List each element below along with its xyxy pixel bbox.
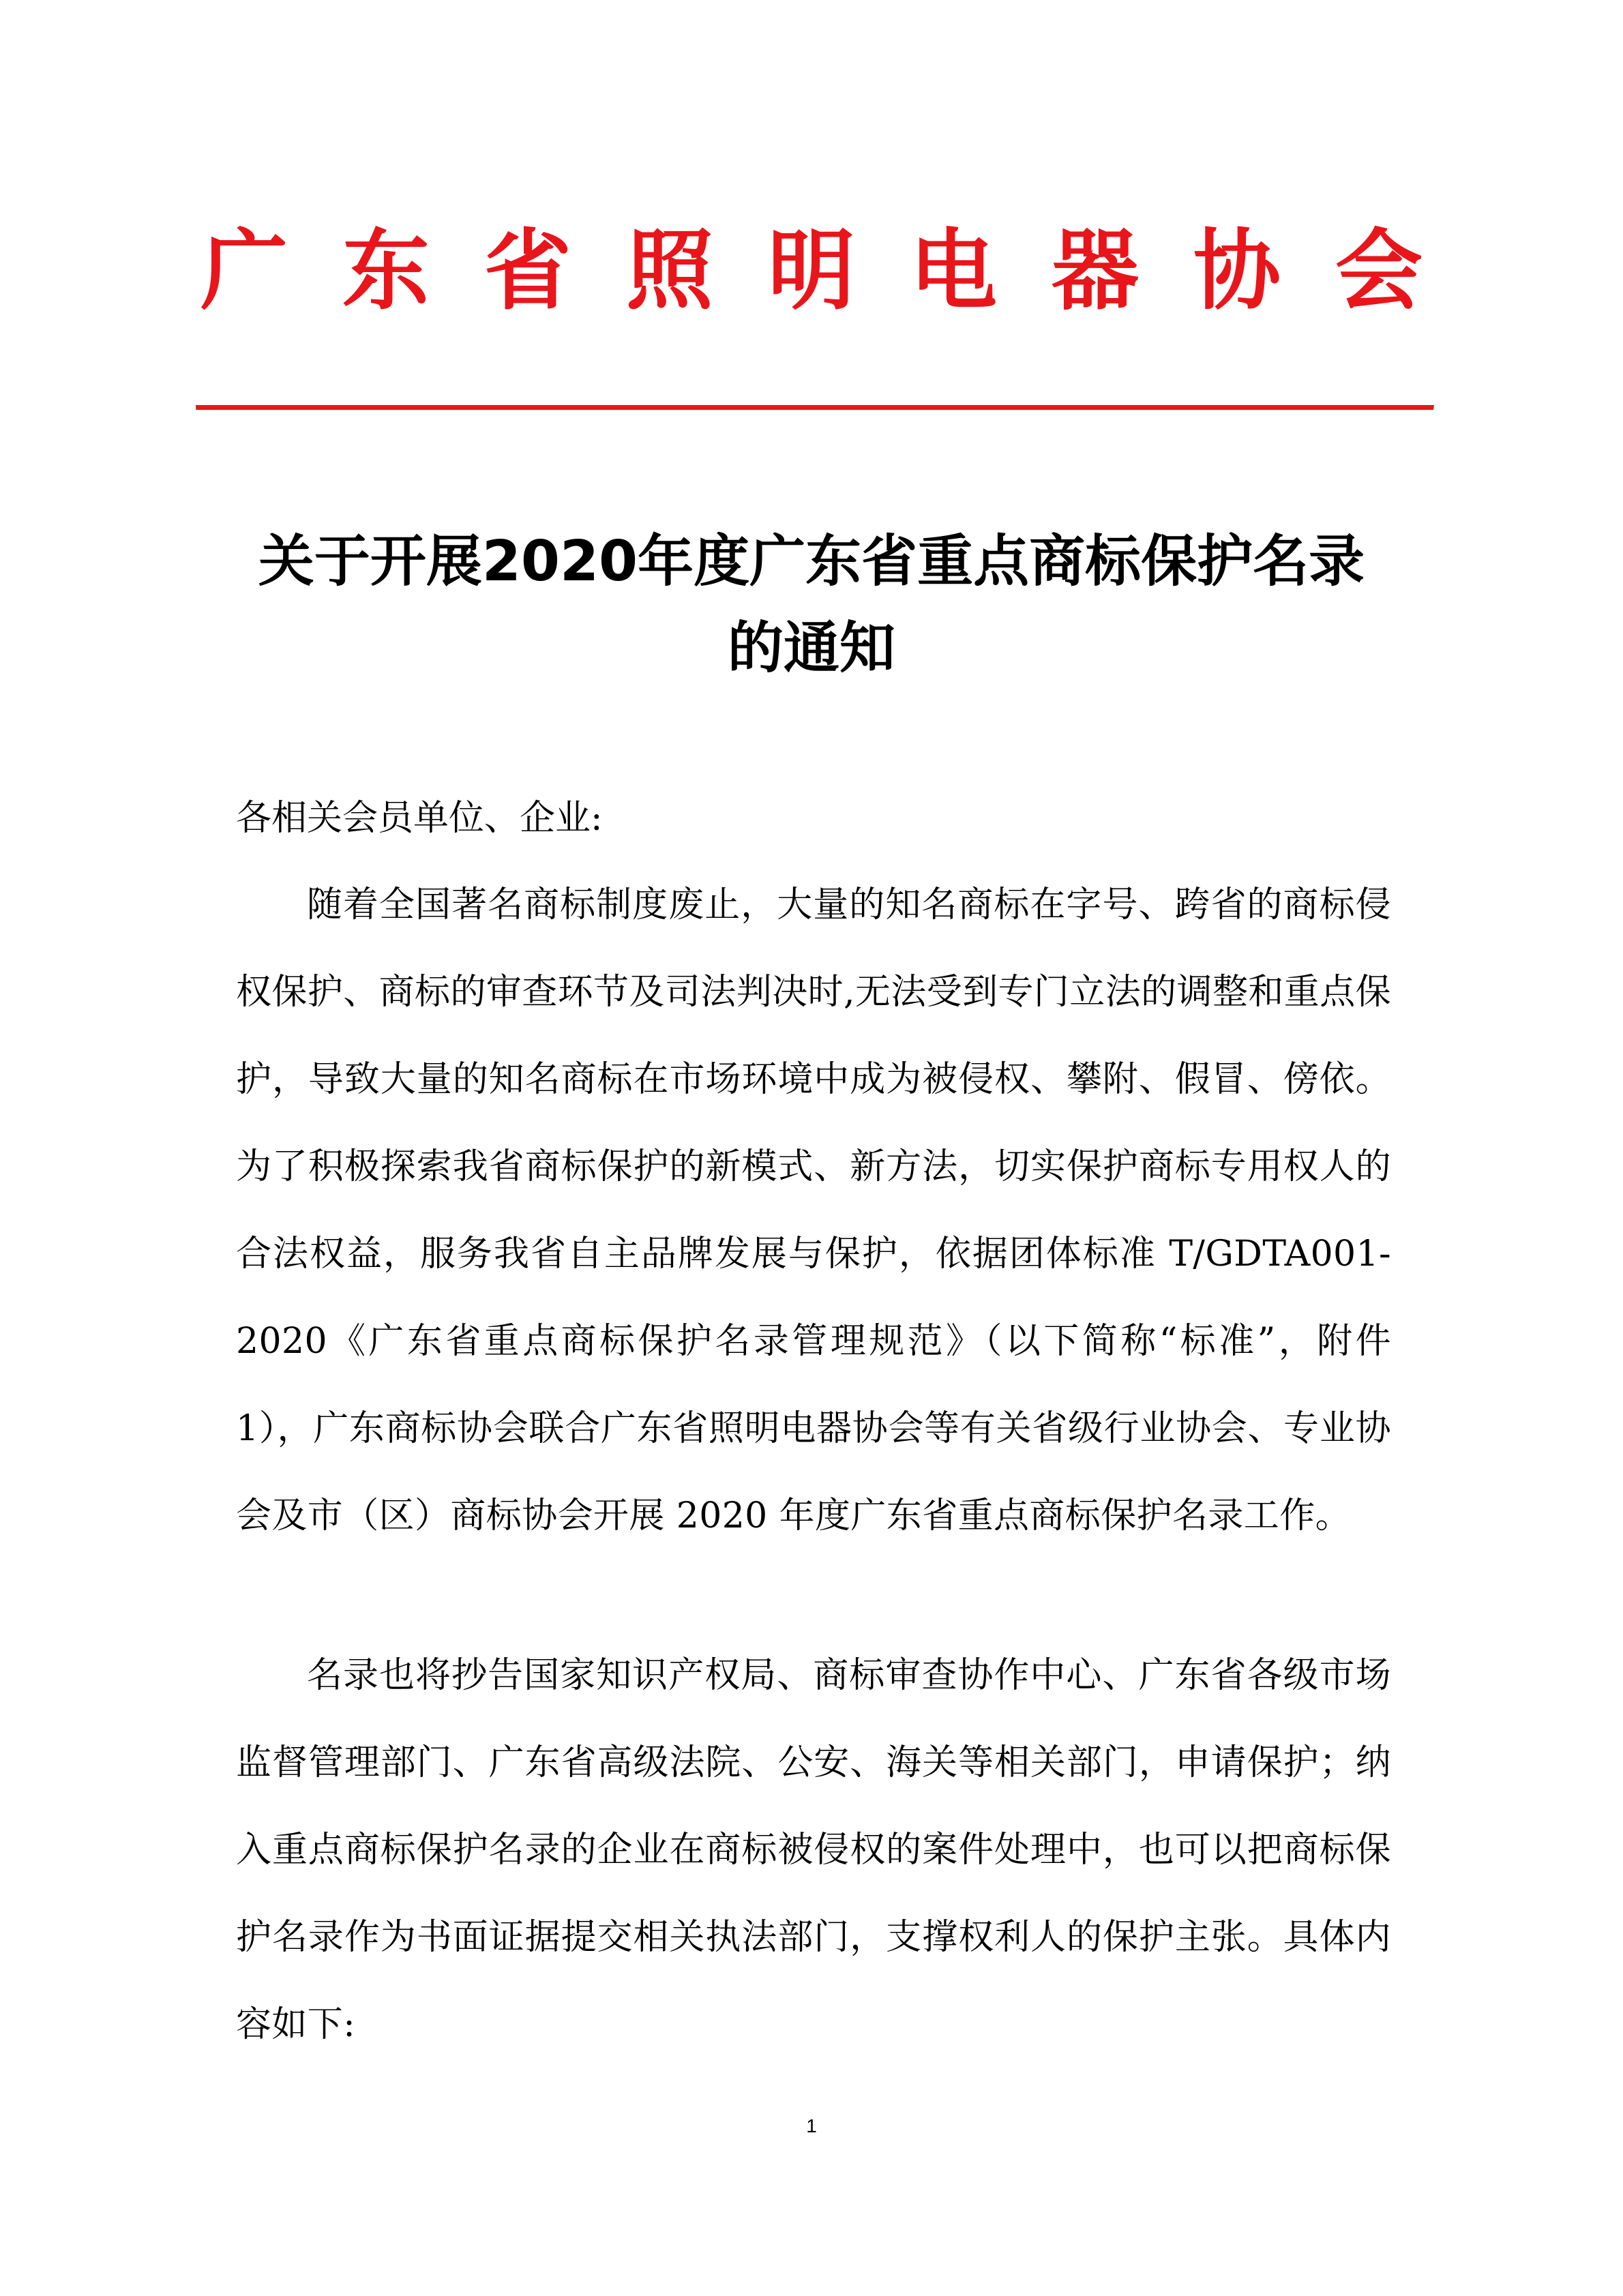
document-title-line-1: 关于开展2020年度广东省重点商标保护名录 (258, 529, 1365, 594)
salutation: 各相关会员单位、企业: (236, 798, 603, 839)
document-title (225, 518, 1398, 691)
document-title-line-2: 的通知 (727, 616, 895, 681)
organization-header: 广东省照明电器协会 (200, 220, 1477, 322)
page-number: 1 (806, 2115, 817, 2136)
body-paragraph-1: 随着全国著名商标制度废止，大量的知名商标在字号、跨省的商标侵权保护、商标的审查环节及司法判决时,无法受到专门立法的调整和重点保护，导致大量的知名商标在市场环境中成为被侵权、攀附、假冒、傍依。为了积极探索我省商标保护的新模式、新方法，切实保护商标专用权人的合法权益，服务我省自主品牌发展与保护，依据团体标准 T/GDTA001-2020《广东省重点商标保护名录管理规范》（以下简称“标准”，附件 1），广东商标协会联合广东省照明电器协会等有关省级行业协会、专业协会及市（区）商标协会开展 2020 年度广东省重点商标保护名录工作。 (236, 884, 1391, 1536)
header-divider (196, 405, 1434, 411)
body-paragraph-2: 名录也将抄告国家知识产权局、商标审查协作中心、广东省各级市场监督管理部门、广东省高级法院、公安、海关等相关部门，申请保护；纳入重点商标保护名录的企业在商标被侵权的案件处理中，也可以把商标保护名录作为书面证据提交相关执法部门，支撑权利人的保护主张。具体内容如下: (236, 1655, 1391, 2045)
